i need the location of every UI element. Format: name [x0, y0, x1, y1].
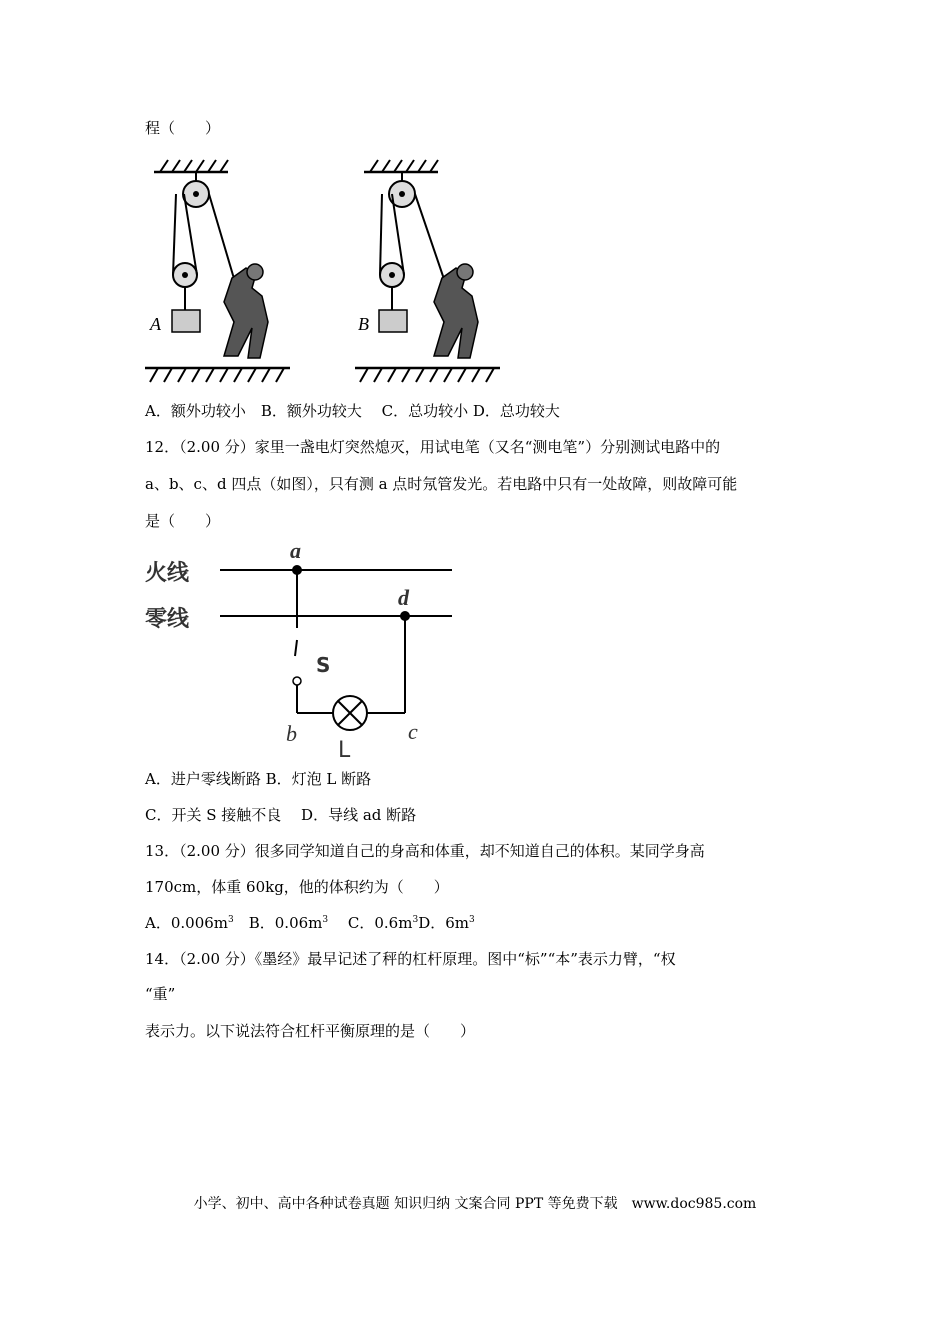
- q12-options-2: C．开关 S 接触不良 D．导线 ad 断路: [145, 806, 417, 824]
- pulley-system-a: [145, 160, 290, 382]
- q13-option-d: D．6m: [418, 914, 469, 932]
- q11-continuation: 程（ ）: [145, 119, 221, 137]
- label-b: B: [358, 314, 369, 334]
- q14-line1: 14．（2.00 分）《墨经》最早记述了秤的杠杆原理。图中“标”“本”表示力臂，“权: [145, 950, 676, 968]
- label-a: A: [150, 314, 161, 334]
- q12-line3: 是（ ）: [145, 512, 221, 530]
- lamp-label: L: [338, 738, 351, 763]
- point-b-label: b: [286, 721, 297, 746]
- point-a-label: a: [290, 538, 301, 563]
- pulley-system-b: [355, 160, 500, 382]
- page-footer: 小学、初中、高中各种试卷真题 知识归纳 文案合同 PPT 等免费下载 www.doc985.com: [193, 1196, 757, 1212]
- pulley-figure: [140, 150, 520, 385]
- q13-option-a: A．0.006m: [145, 914, 228, 932]
- q13-line1: 13．（2.00 分）很多同学知道自己的身高和体重，却不知道自己的体积。某同学身高: [145, 842, 705, 860]
- q14-line3: 表示力。以下说法符合杠杆平衡原理的是（ ）: [145, 1022, 476, 1040]
- q13-option-b: B．0.06m: [233, 914, 323, 932]
- q13-options: A．$0.006m^3$ B．$0.06m^3$ C．$0.6m^3D$．$6m^3$: [145, 914, 475, 932]
- switch-label: S: [316, 653, 331, 677]
- q12-options-1: A．进户零线断路 B．灯泡 L 断路: [145, 770, 372, 788]
- neutral-wire-label: 零线: [145, 607, 190, 632]
- q13-option-c: C．0.6m: [328, 914, 413, 932]
- q11-options: A．额外功较小 B．额外功较大 C．总功较小 D．总功较大: [145, 402, 560, 420]
- circuit-figure: [140, 538, 470, 763]
- q13-line2: 170cm，体重 60kg，他的体积约为（ ）: [145, 878, 449, 896]
- live-wire-label: 火线: [145, 561, 190, 586]
- q14-line2: “重”: [145, 985, 176, 1003]
- q12-line1: 12．（2.00 分）家里一盏电灯突然熄灭，用试电笔（又名“测电笔”）分别测试电路中的: [145, 438, 721, 456]
- q12-line2: a、b、c、d 四点（如图），只有测 a 点时氖管发光。若电路中只有一处故障，则故障可能: [145, 475, 738, 493]
- point-c-label: c: [408, 719, 418, 744]
- point-d-label: d: [398, 585, 409, 610]
